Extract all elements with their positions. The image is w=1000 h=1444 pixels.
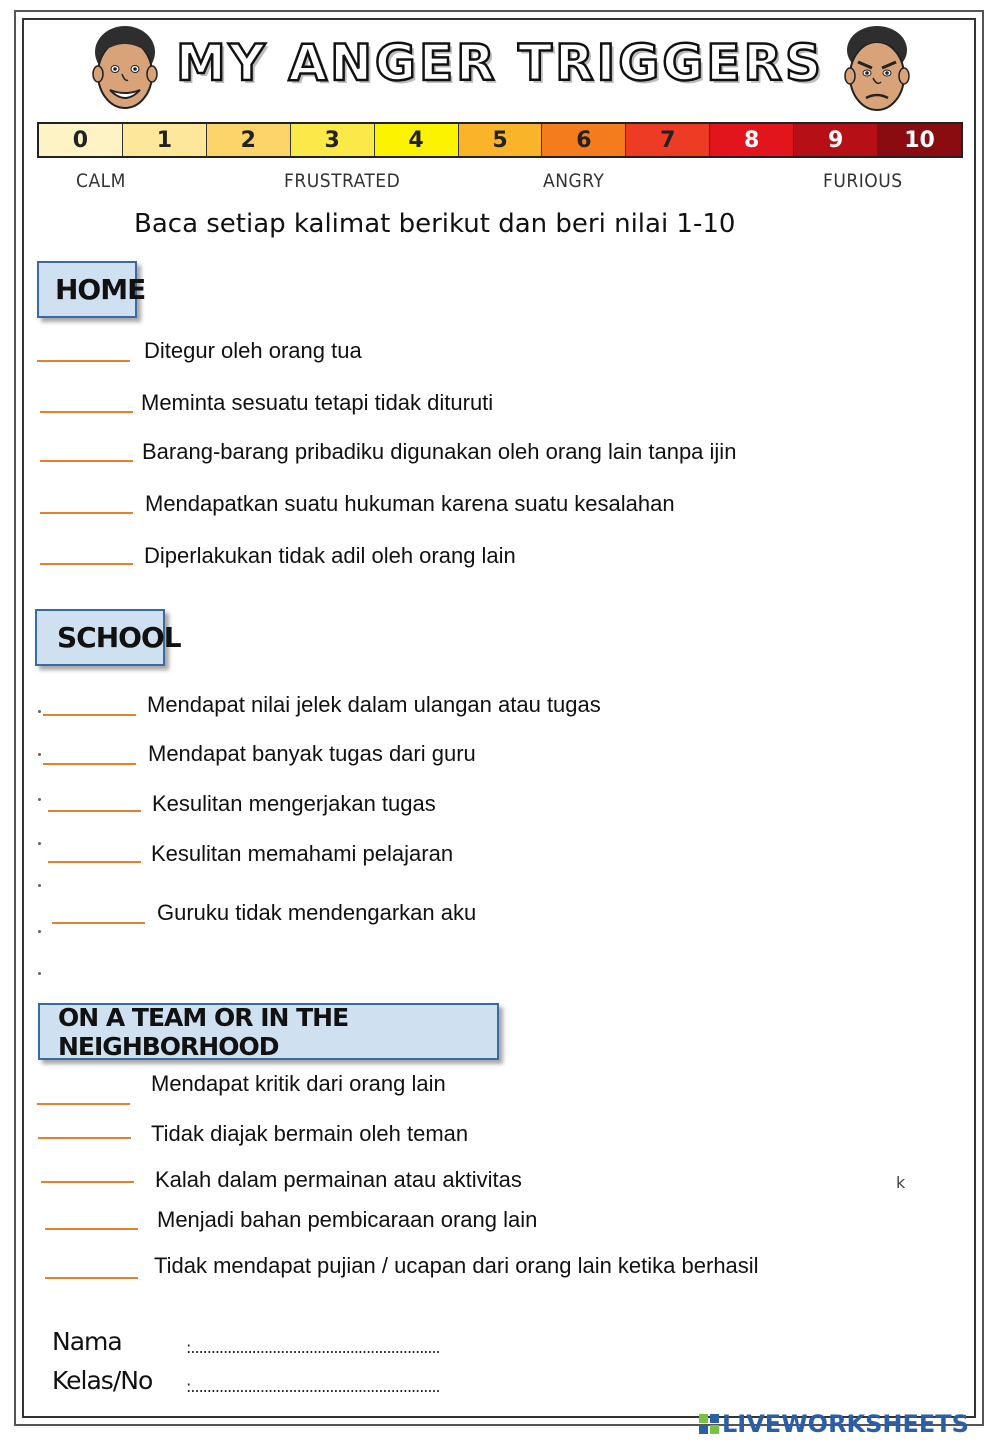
answer-blank[interactable] (52, 922, 145, 924)
liveworksheets-watermark (698, 1410, 969, 1438)
item-text: Ditegur oleh orang tua (144, 338, 362, 363)
scale-level-5: 5 (459, 124, 543, 156)
answer-blank[interactable] (40, 512, 133, 514)
worksheet-title: MY ANGER TRIGGERS (176, 34, 824, 92)
answer-blank[interactable] (40, 411, 133, 413)
scale-level-10: 10 (878, 124, 961, 156)
section-heading-home: HOME (37, 261, 137, 318)
stray-mark: k (896, 1173, 906, 1192)
item-text: Barang-barang pribadiku digunakan oleh orang lain tanpa ijin (142, 439, 737, 464)
answer-blank[interactable] (38, 1137, 131, 1139)
scale-level-8: 8 (710, 124, 794, 156)
item-text: Mendapatkan suatu hukuman karena suatu kesalahan (145, 491, 675, 516)
item-text: Meminta sesuatu tetapi tidak dituruti (141, 390, 494, 415)
scale-level-0: 0 (39, 124, 123, 156)
scale-label-furious: FURIOUS (823, 170, 903, 192)
answer-blank[interactable] (40, 563, 133, 565)
scale-level-2: 2 (207, 124, 291, 156)
anger-scale (37, 122, 963, 158)
answer-blank[interactable] (40, 460, 133, 462)
stray-dot (38, 798, 41, 801)
item-text: Guruku tidak mendengarkan aku (157, 900, 477, 925)
item-text: Tidak mendapat pujian / ucapan dari orang lain ketika berhasil (154, 1253, 759, 1278)
item-text: Kesulitan memahami pelajaran (151, 841, 454, 866)
item-text: Diperlakukan tidak adil oleh orang lain (144, 543, 516, 568)
answer-blank[interactable] (43, 714, 136, 716)
item-text: Tidak diajak bermain oleh teman (151, 1121, 469, 1146)
name-field[interactable]: :............................................................. (186, 1338, 440, 1357)
item-text: Kesulitan mengerjakan tugas (152, 791, 436, 816)
section-heading-school: SCHOOL (35, 609, 165, 666)
item-text: Kalah dalam permainan atau aktivitas (155, 1167, 522, 1192)
section-heading-team: ON A TEAM OR IN THE NEIGHBORHOOD (38, 1003, 499, 1060)
stray-dot (38, 972, 41, 975)
watermark-text: LIVEWORKSHEETS (722, 1410, 969, 1438)
scale-level-3: 3 (291, 124, 375, 156)
item-text: Menjadi bahan pembicaraan orang lain (157, 1207, 538, 1232)
stray-dot (38, 710, 41, 713)
scale-label-angry: ANGRY (543, 170, 605, 192)
item-text: Mendapat kritik dari orang lain (151, 1071, 446, 1096)
class-label: Kelas/No (52, 1366, 153, 1395)
name-label: Nama (52, 1327, 122, 1356)
class-field[interactable]: :............................................................. (186, 1377, 440, 1396)
answer-blank[interactable] (45, 1228, 138, 1230)
scale-label-calm: CALM (76, 170, 126, 192)
answer-blank[interactable] (45, 1277, 138, 1279)
answer-blank[interactable] (41, 1181, 134, 1183)
stray-dot (38, 930, 41, 933)
scale-label-frustrated: FRUSTRATED (284, 170, 401, 192)
item-text: Mendapat banyak tugas dari guru (148, 741, 476, 766)
answer-blank[interactable] (48, 861, 141, 863)
item-text: Mendapat nilai jelek dalam ulangan atau tugas (147, 692, 601, 717)
answer-blank[interactable] (37, 360, 130, 362)
instruction-text: Baca setiap kalimat berikut dan beri nilai 1-10 (134, 209, 736, 239)
scale-level-7: 7 (626, 124, 710, 156)
scale-level-6: 6 (542, 124, 626, 156)
scale-level-9: 9 (794, 124, 878, 156)
stray-dot (38, 884, 41, 887)
scale-level-4: 4 (375, 124, 459, 156)
answer-blank[interactable] (48, 810, 141, 812)
answer-blank[interactable] (37, 1103, 130, 1105)
stray-dot (38, 842, 41, 845)
scale-level-1: 1 (123, 124, 207, 156)
liveworksheets-logo-icon (698, 1413, 720, 1435)
stray-dot (38, 753, 41, 756)
answer-blank[interactable] (43, 763, 136, 765)
